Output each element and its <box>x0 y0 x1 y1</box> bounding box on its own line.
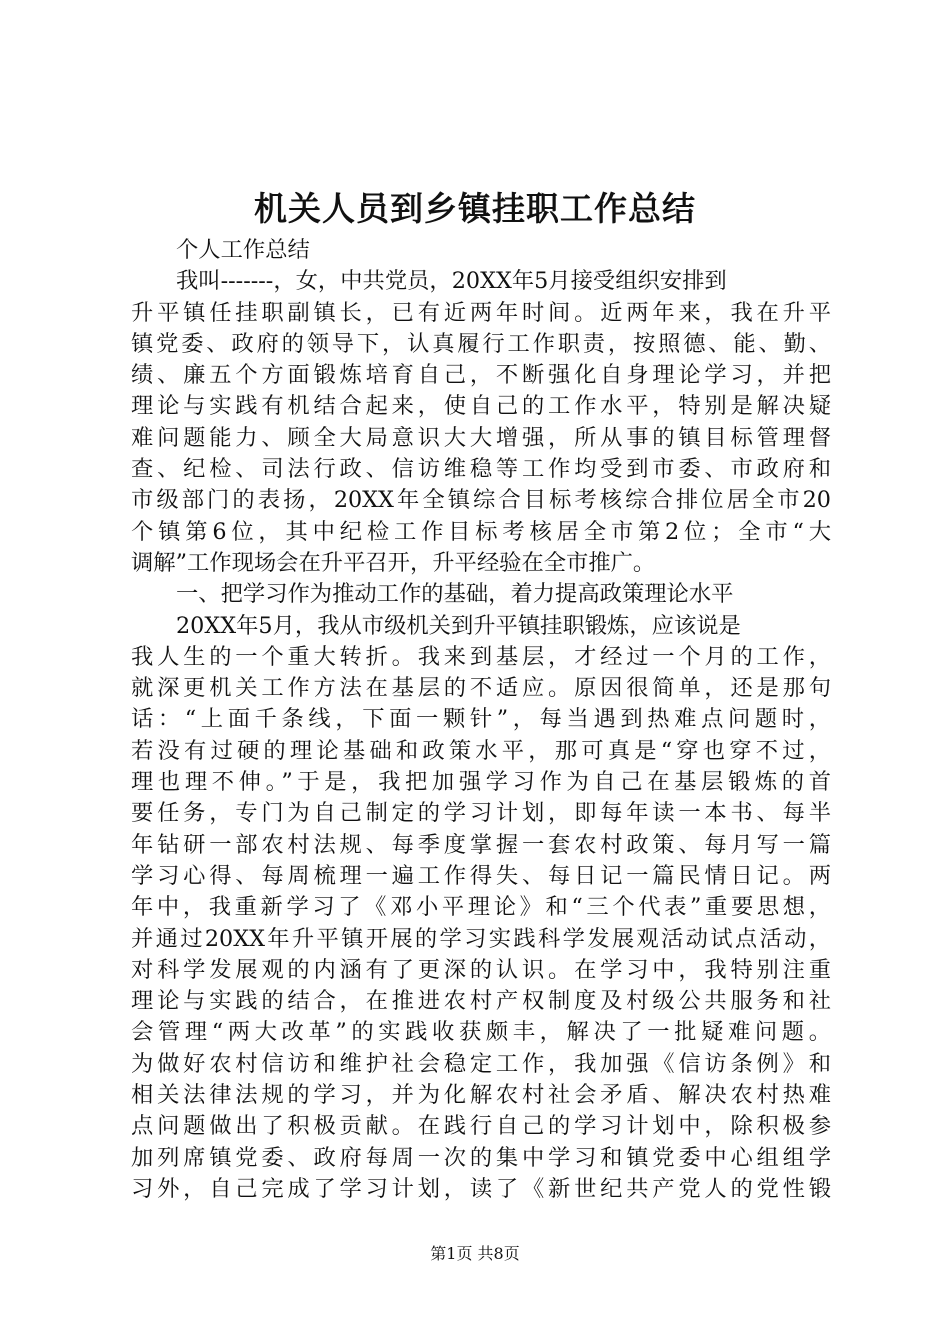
document-title: 机关人员到乡镇挂职工作总结 <box>254 189 696 228</box>
paragraph-line: 习外，自己完成了学习计划，读了《新世纪共产党人的党性锻 <box>131 1175 831 1202</box>
paragraph-line: 就深更机关工作方法在基层的不适应。原因很简单，还是那句 <box>131 675 831 702</box>
paragraph-line: 理论与实践的结合，在推进农村产权制度及村级公共服务和社 <box>131 988 831 1015</box>
paragraph-line: 我叫-------，女，中共党员，20XX年5月接受组织安排到 <box>176 268 727 295</box>
paragraph-line: 若没有过硬的理论基础和政策水平，那可真是“穿也穿不过， <box>131 737 831 764</box>
paragraph-line: 为做好农村信访和维护社会稳定工作，我加强《信访条例》和 <box>131 1050 831 1077</box>
paragraph-line: 并通过20XX年升平镇开展的学习实践科学发展观活动试点活动， <box>131 925 831 952</box>
document-body <box>131 235 831 1205</box>
paragraph-line: 升平镇任挂职副镇长，已有近两年时间。近两年来，我在升平 <box>131 299 831 326</box>
paragraph-line: 理论与实践有机结合起来，使自己的工作水平，特别是解决疑 <box>131 393 831 420</box>
paragraph-line: 20XX年5月，我从市级机关到升平镇挂职锻炼，应该说是 <box>176 612 741 639</box>
paragraph-line: 学习心得、每周梳理一遍工作得失、每日记一篇民情日记。两 <box>131 862 831 889</box>
paragraph-line: 会管理“两大改革”的实践收获颇丰，解决了一批疑难问题。 <box>131 1019 831 1046</box>
subtitle-line: 个人工作总结 <box>176 237 310 263</box>
paragraph-line: 市级部门的表扬，20XX年全镇综合目标考核综合排位居全市20 <box>131 487 831 514</box>
page-footer: 第1页 共8页 <box>430 1244 520 1263</box>
paragraph-line: 我人生的一个重大转折。我来到基层，才经过一个月的工作， <box>131 643 831 670</box>
paragraph-line: 理也理不伸。”于是，我把加强学习作为自己在基层锻炼的首 <box>131 769 831 796</box>
paragraph-line: 调解”工作现场会在升平召开，升平经验在全市推广。 <box>131 549 656 576</box>
paragraph-line: 要任务，专门为自己制定的学习计划，即每年读一本书、每半 <box>131 800 831 827</box>
paragraph-line: 年中，我重新学习了《邓小平理论》和“三个代表”重要思想， <box>131 894 831 921</box>
paragraph-line: 绩、廉五个方面锻炼培育自己，不断强化自身理论学习，并把 <box>131 362 831 389</box>
paragraph-line: 年钻研一部农村法规、每季度掌握一套农村政策、每月写一篇 <box>131 831 831 858</box>
paragraph-line: 个镇第6位，其中纪检工作目标考核居全市第2位；全市“大 <box>131 518 831 545</box>
paragraph-line: 点问题做出了积极贡献。在践行自己的学习计划中，除积极参 <box>131 1113 831 1140</box>
paragraph-line: 话：“上面千条线，下面一颗针”，每当遇到热难点问题时， <box>131 706 831 733</box>
paragraph-line: 加列席镇党委、政府每周一次的集中学习和镇党委中心组组学 <box>131 1144 831 1171</box>
paragraph-line: 对科学发展观的内涵有了更深的认识。在学习中，我特别注重 <box>131 956 831 983</box>
section-heading: 一、把学习作为推动工作的基础，着力提高政策理论水平 <box>176 581 734 608</box>
paragraph-line: 查、纪检、司法行政、信访维稳等工作均受到市委、市政府和 <box>131 456 831 483</box>
paragraph-line: 镇党委、政府的领导下，认真履行工作职责，按照德、能、勤、 <box>131 330 831 357</box>
paragraph-line: 难问题能力、顾全大局意识大大增强，所从事的镇目标管理督 <box>131 424 831 451</box>
paragraph-line: 相关法律法规的学习，并为化解农村社会矛盾、解决农村热难 <box>131 1082 831 1109</box>
